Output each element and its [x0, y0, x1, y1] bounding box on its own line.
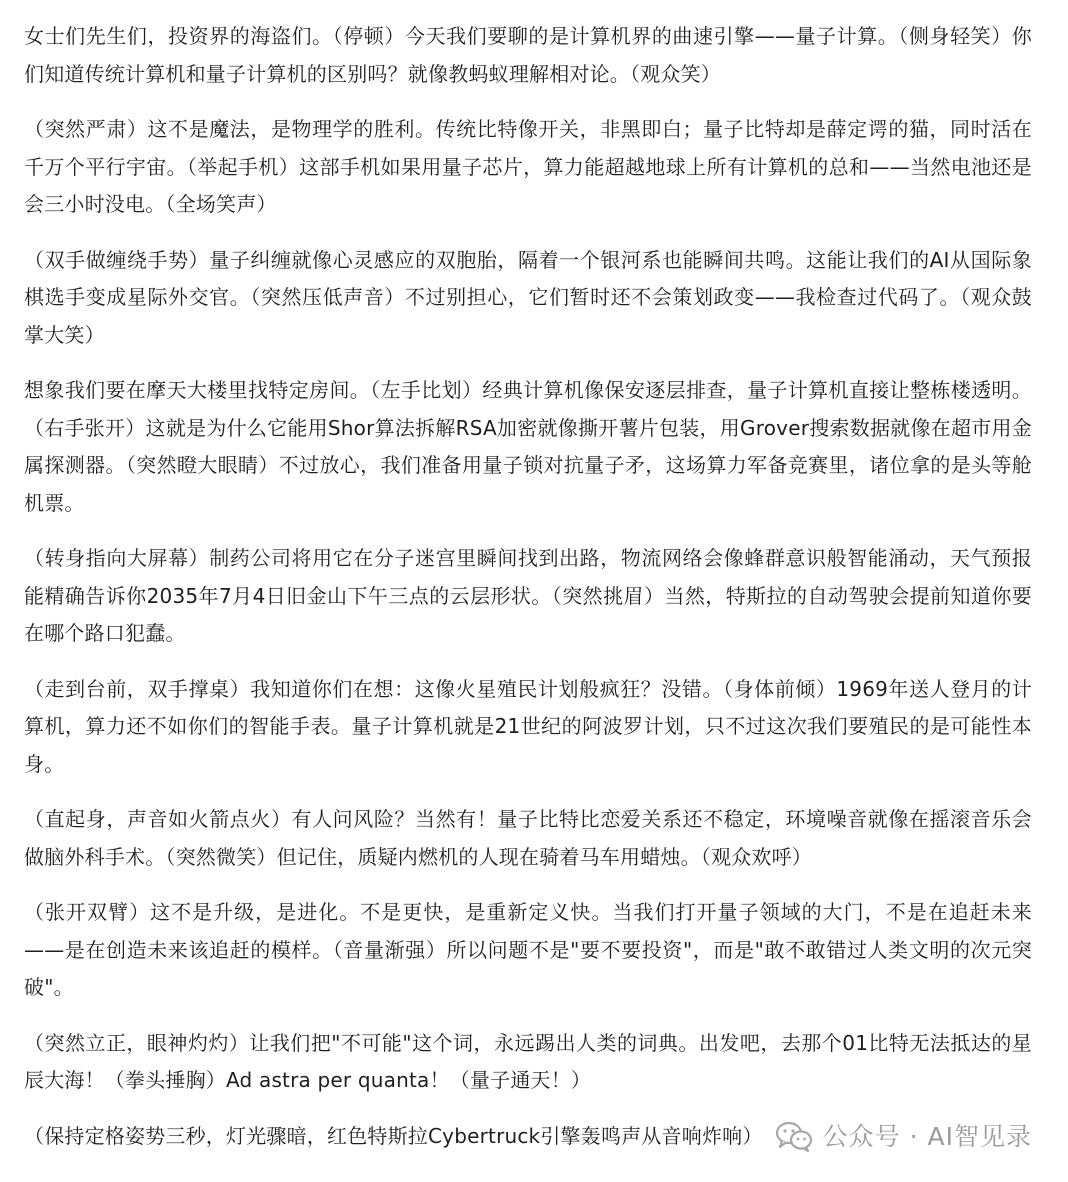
- paragraph-6: （走到台前，双手撑桌）我知道你们在想：这像火星殖民计划般疯狂？没错。（身体前倾）1969年送人登月的计算机，算力还不如你们的智能手表。量子计算机就是21世纪的阿波罗计划，只不过这次我们要殖民的是可能性本身。: [24, 676, 1032, 776]
- paragraph-5: （转身指向大屏幕）制药公司将用它在分子迷宫里瞬间找到出路，物流网络会像蜂群意识般智能涌动，天气预报能精确告诉你2035年7月4日旧金山下午三点的云层形状。（突然挑眉）当然，特斯拉的自动驾驶会提前知道你要在哪个路口犯蠢。: [24, 546, 1032, 645]
- paragraph-10: （保持定格姿势三秒，灯光骤暗，红色特斯拉Cybertruck引擎轰鸣声从音响炸响）: [24, 1123, 763, 1148]
- watermark-text: 公众号 · AI智见录: [822, 1122, 1032, 1151]
- paragraph-1: 女士们先生们，投资界的海盗们。（停顿）今天我们要聊的是计算机界的曲速引擎——量子计算。（侧身轻笑）你们知道传统计算机和量子计算机的区别吗？就像教蚂蚁理解相对论。（观众笑）: [24, 24, 1032, 86]
- watermark: [773, 1118, 1034, 1156]
- paragraph-8: （张开双臂）这不是升级，是进化。不是更快，是重新定义快。当我们打开量子领域的大门，不是在追赶未来——是在创造未来该追赶的模样。（音量渐强）所以问题不是"要不要投资"，而是"敢不敢错过人类文明的次元突破"。: [24, 900, 1032, 999]
- paragraph-9: （突然立正，眼神灼灼）让我们把"不可能"这个词，永远踢出人类的词典。出发吧，去那个01比特无法抵达的星辰大海！（拳头捶胸）Ad astra per quanta！（量子通天！）: [24, 1030, 1032, 1092]
- paragraph-4: 想象我们要在摩天大楼里找特定房间。（左手比划）经典计算机像保安逐层排查，量子计算机直接让整栋楼透明。（右手张开）这就是为什么它能用Shor算法拆解RSA加密就像撕开薯片包装，用Grover搜索数据就像在超市用金属探测器。（突然瞪大眼睛）不过放心，我们准备用量子锁对抗量子矛，这场算力军备竞赛里，诸位拿的是头等舱机票。: [24, 378, 1032, 515]
- paragraph-2: （突然严肃）这不是魔法，是物理学的胜利。传统比特像开关，非黑即白；量子比特却是薛定谔的猫，同时活在千万个平行宇宙。（举起手机）这部手机如果用量子芯片，算力能超越地球上所有计算机的总和——当然电池还是会三小时没电。（全场笑声）: [24, 117, 1032, 216]
- wechat-icon: [775, 1121, 813, 1153]
- paragraph-3: （双手做缠绕手势）量子纠缠就像心灵感应的双胞胎，隔着一个银河系也能瞬间共鸣。这能让我们的AI从国际象棋选手变成星际外交官。（突然压低声音）不过别担心，它们暂时还不会策划政变——我检查过代码了。（观众鼓掌大笑）: [24, 247, 1032, 347]
- paragraph-7: （直起身，声音如火箭点火）有人问风险？当然有！量子比特比恋爱关系还不稳定，环境噪音就像在摇滚音乐会做脑外科手术。（突然微笑）但记住，质疑内燃机的人现在骑着马车用蜡烛。（观众欢呼）: [24, 807, 1032, 869]
